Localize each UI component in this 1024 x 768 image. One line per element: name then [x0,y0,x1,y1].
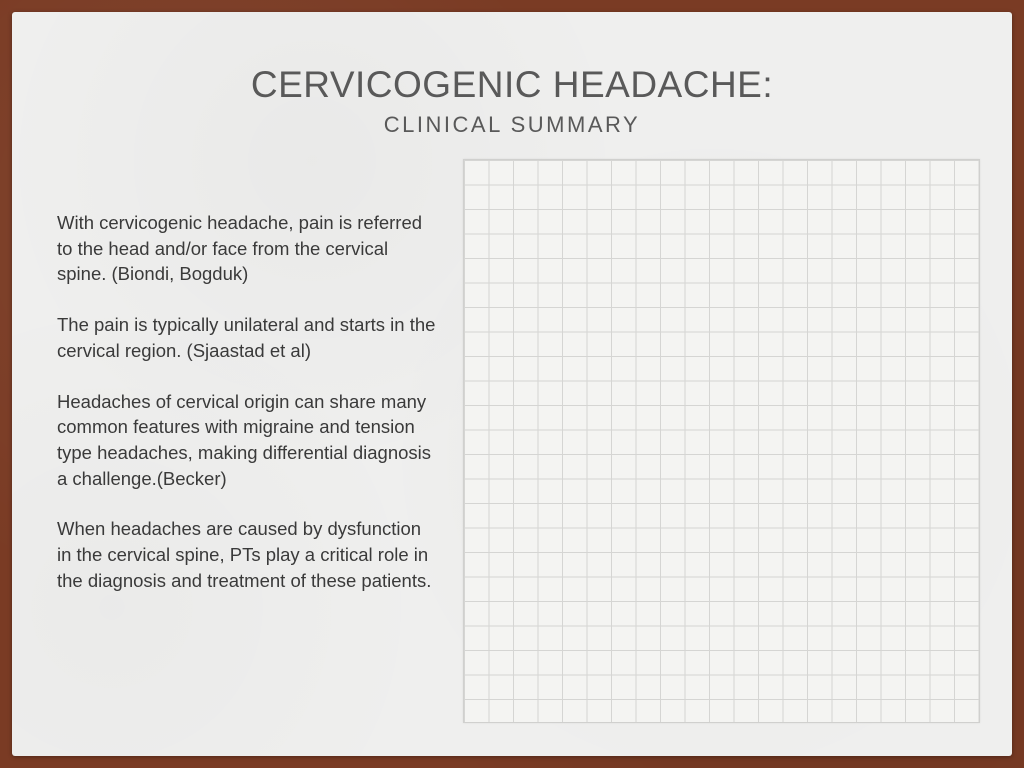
body-paragraph: The pain is typically unilateral and starts in the cervical region. (Sjaastad et al) [57,314,436,361]
slide [12,12,1012,756]
body-paragraph: When headaches are caused by dysfunction in the cervical spine, PTs play a critical role in the diagnosis and treatment of these patients. [57,518,432,591]
slide-title: CERVICOGENIC HEADACHE: [250,64,774,105]
body-paragraph: Headaches of cervical origin can share many common features with migraine and tension type headaches, making differential diagnosis a challenge.(Becker) [57,390,432,489]
body-paragraph: With cervicogenic headache, pain is referred to the head and/or face from the cervical spine. (Biondi, Bogduk) [57,212,423,285]
slide-subtitle: CLINICAL SUMMARY [383,112,641,137]
grid-paper-image [463,159,980,723]
body-text-list [57,210,437,618]
